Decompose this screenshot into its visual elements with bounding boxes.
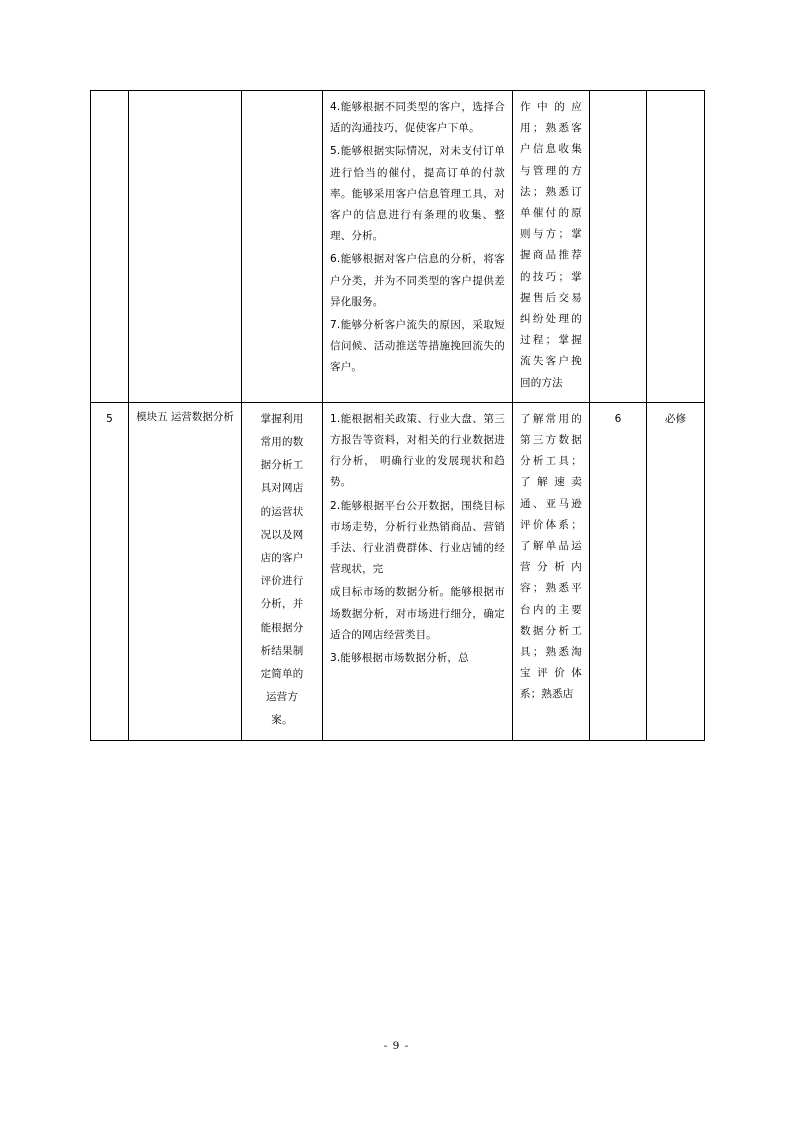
row-number: 5: [106, 412, 113, 425]
row-number-cell: [91, 91, 129, 403]
skill-item: 3.能够根据市场数据分析，总: [330, 652, 469, 665]
module-description-line: 的运营状: [260, 505, 304, 518]
module-description-line: 况以及网: [260, 528, 304, 541]
skill-item: 1.能根据相关政策、行业大盘、第三方报告等资料，对相关的行业数据进行分析， 明确行业的发展现状和趋势。: [330, 412, 505, 489]
module-description-cell: [242, 91, 323, 403]
page-footer: - 9 -: [383, 1040, 410, 1052]
skill-item: 7.能够分析客户流失的原因，采取短信问候、活动推送等措施挽回流失的客户。: [330, 319, 505, 374]
module-description-line: 常用的数: [260, 436, 304, 449]
module-name-cell: [129, 91, 242, 403]
skill-item: 2.能够根据平台公开数据，围绕目标 市场走势，分析行业热销商品、营销手法、行业消费群体、行业店铺的经营现状，完: [330, 499, 505, 576]
skill-item: 5.能够根据实际情况，对未支付订单进行恰当的催付，提高订单的付款率。能够采用客户信息管理工具，对客户的信息进行有条理的收集、整理、分析。: [330, 145, 505, 243]
module-name: 模块五 运营数据分析: [136, 410, 234, 423]
module-description-line: 店的客户: [260, 552, 304, 565]
skill-item: 成目标市场的数据分析。能够根据市场数据分析，对市场进行细分，确定适合的网店经营类目。: [330, 586, 505, 641]
credit-cell: [590, 402, 647, 740]
course-type-cell: [647, 402, 705, 740]
module-description-line: 运营方: [265, 691, 299, 704]
module-description-line: 能根据分: [260, 621, 304, 634]
course-type-value: 必修: [665, 412, 686, 425]
module-description-line: 掌握利用: [260, 412, 304, 425]
module-description-cell: [242, 402, 323, 740]
module-description-line: 具对网店: [260, 482, 304, 495]
credit-cell: [590, 91, 647, 403]
module-name-cell: [129, 402, 242, 740]
skills-cell: [323, 402, 513, 740]
table-row: [91, 91, 705, 403]
module-description-line: 案。: [271, 714, 293, 727]
credit-value: 6: [614, 412, 622, 425]
skill-item: 6.能够根据对客户信息的分析，将客户分类，并为不同类型的客户提供差异化服务。: [330, 253, 505, 308]
knowledge-cell: [513, 91, 590, 403]
curriculum-table: [90, 90, 705, 741]
module-description-line: 评价进行: [260, 575, 304, 588]
skill-item: 4.能够根据不同类型的客户，选择合适的沟通技巧，促使客户下单。: [330, 101, 505, 135]
skills-cell: [323, 91, 513, 403]
module-description-line: 据分析工: [260, 459, 304, 472]
module-description-line: 定简单的: [260, 668, 304, 681]
module-description-line: 分析，并: [260, 598, 304, 611]
knowledge-cell: [513, 402, 590, 740]
row-number-cell: [91, 402, 129, 740]
module-description-line: 析结果制: [260, 644, 304, 657]
module-description: [242, 403, 322, 740]
table-row: [91, 402, 705, 740]
knowledge-item: 了解常用的第三方数据分析工具；了解速卖通、亚马逊评价体系；了解单品运营分析内容；熟悉平台内的主要数据分析工具；熟悉淘宝评价体系；熟悉店: [520, 412, 582, 701]
course-type-cell: [647, 91, 705, 403]
knowledge-item: 作中的应用；熟悉客户信息收集与管理的方法；熟悉订单催付的原则与方；掌握商品推荐的技巧；掌握售后交易纠纷处理的过程；掌握流失客户挽回的方法: [520, 101, 582, 389]
